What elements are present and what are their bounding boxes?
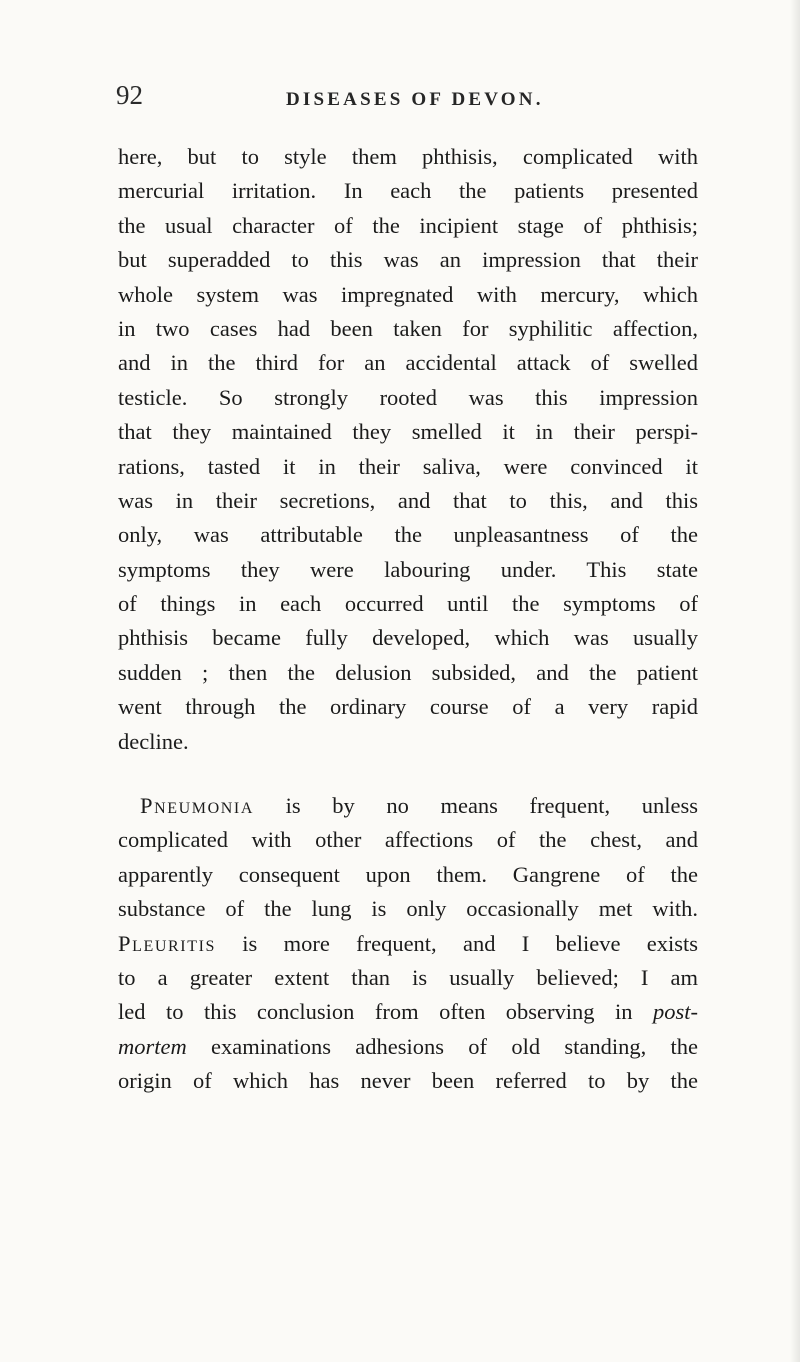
paragraph-2: [118, 789, 698, 1099]
text-line: sudden ; then the delusion subsided, and the patient: [118, 659, 698, 685]
text-run: examinations adhesions of old standing, the: [186, 1033, 698, 1059]
text-line: substance of the lung is only occasionally met with.: [118, 896, 698, 922]
page-number: 92: [116, 80, 143, 110]
text-run: is more frequent, and I believe exists: [216, 930, 698, 956]
page-edge-shadow: [790, 0, 800, 1362]
text-line: that they maintained they smelled it in their perspi-: [118, 419, 698, 445]
text-run: is by no means frequent, unless: [254, 793, 698, 819]
body-text: [118, 140, 698, 1099]
running-head: DISEASES OF DEVON.: [286, 89, 544, 110]
text-line: [118, 789, 698, 823]
text-line: [118, 1030, 698, 1064]
text-line: decline.: [118, 728, 189, 754]
text-line: apparently consequent upon them. Gangrene of the: [118, 861, 698, 887]
text-line: here, but to style them phthisis, complicated with: [118, 144, 698, 169]
text-line: of things in each occurred until the symptoms of: [118, 591, 698, 617]
text-line: origin of which has never been referred to by the: [118, 1068, 698, 1094]
text-line: in two cases had been taken for syphilitic affection,: [118, 315, 698, 341]
text-line: whole system was impregnated with mercury, which: [118, 281, 698, 307]
text-run: led to this conclusion from often observing in: [118, 999, 653, 1025]
text-line: mercurial irritation. In each the patients presented: [118, 178, 698, 204]
text-line: to a greater extent than is usually believed; I am: [118, 964, 698, 990]
italic-term: post-: [653, 999, 698, 1025]
text-line: symptoms they were labouring under. This state: [118, 556, 698, 582]
text-line: complicated with other affections of the chest, and: [118, 827, 698, 853]
text-line: only, was attributable the unpleasantness of the: [118, 522, 698, 548]
text-line: and in the third for an accidental attack of swelled: [118, 350, 698, 376]
paragraph-1: [118, 140, 698, 759]
text-line: was in their secretions, and that to this, and this: [118, 487, 698, 513]
text-line: [118, 995, 698, 1029]
text-line: rations, tasted it in their saliva, were convinced it: [118, 453, 698, 479]
text-line: [118, 927, 698, 961]
paragraph-gap: [118, 759, 698, 789]
term-pneumonia: Pneumonia: [140, 793, 255, 819]
italic-term: mortem: [118, 1033, 187, 1059]
term-pleuritis: Pleuritis: [118, 930, 217, 956]
text-line: phthisis became fully developed, which was usually: [118, 625, 698, 651]
text-line: went through the ordinary course of a very rapid: [118, 694, 698, 720]
text-line: the usual character of the incipient stage of phthisis;: [118, 212, 698, 238]
text-line: but superadded to this was an impression that their: [118, 247, 698, 273]
text-line: testicle. So strongly rooted was this impression: [118, 384, 698, 410]
